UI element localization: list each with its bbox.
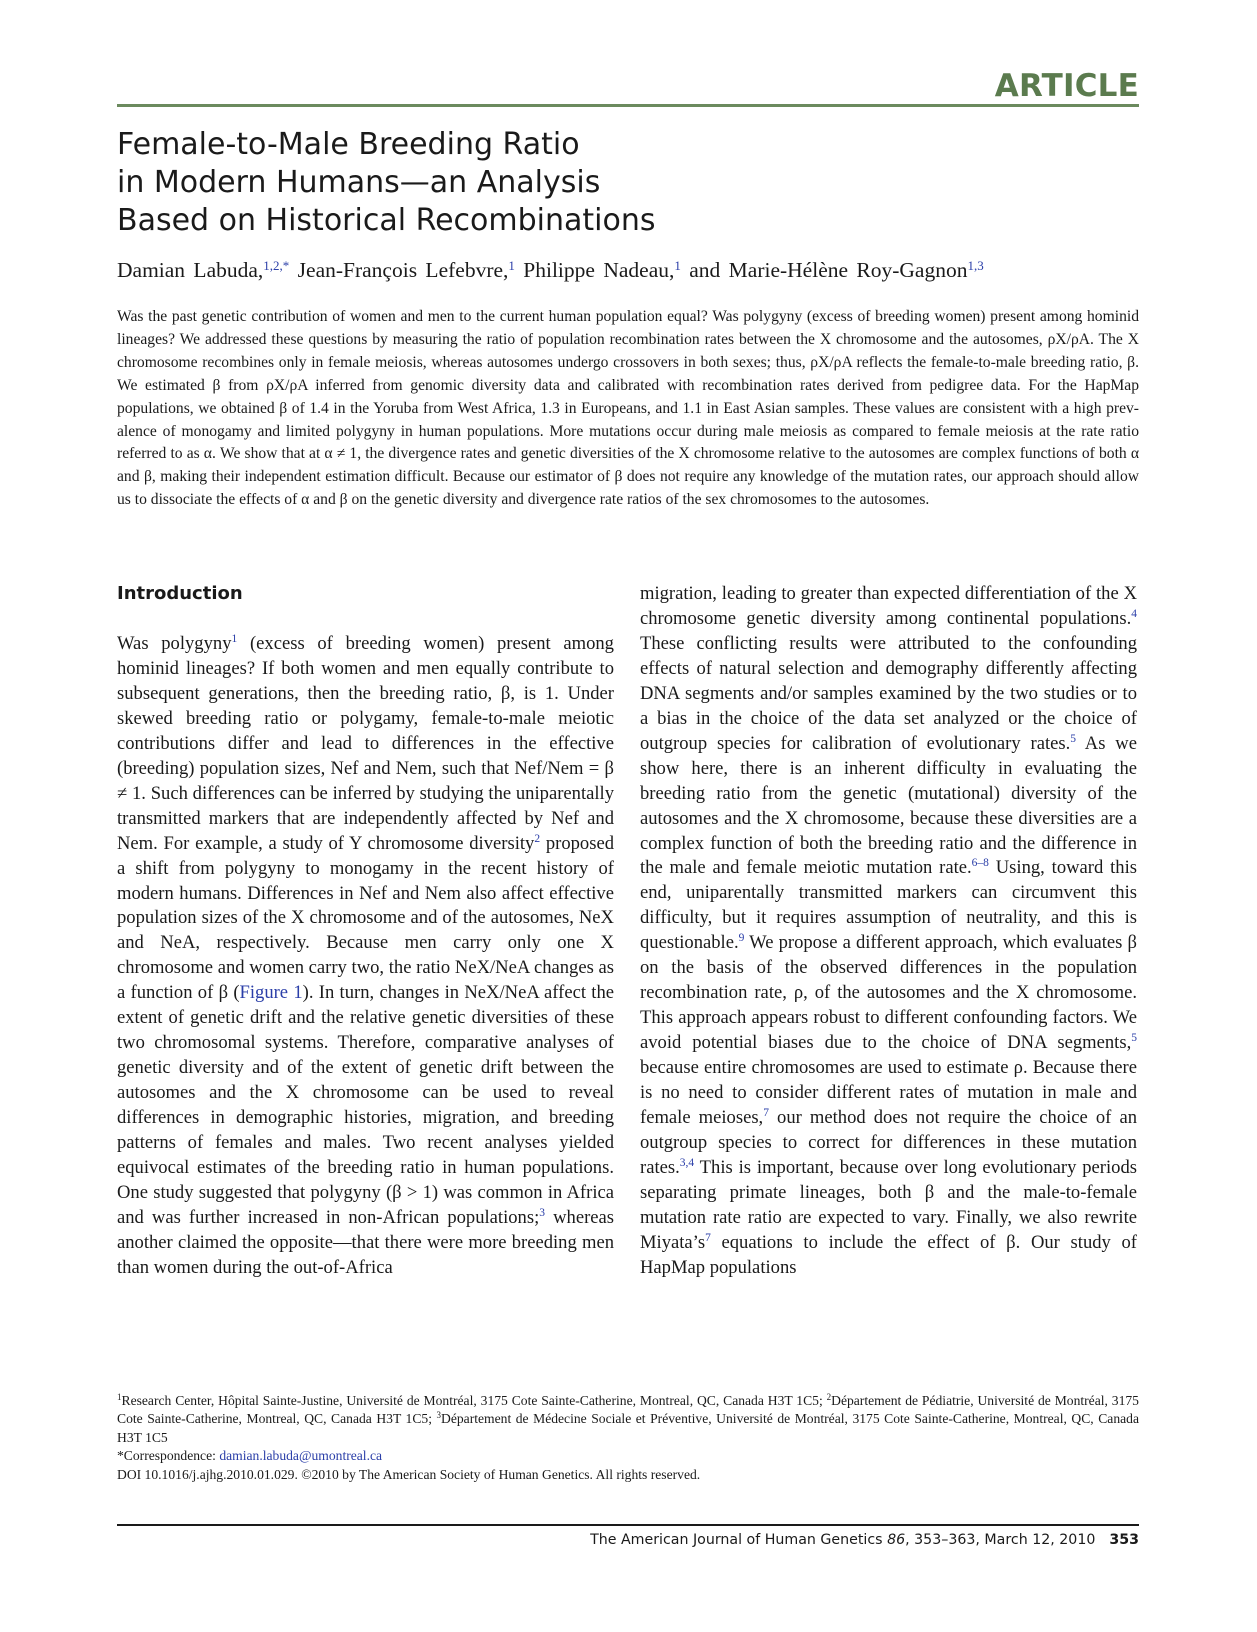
citation-link[interactable]: 3,4 [679,1156,695,1169]
body-text-run: migration, leading to greater than expected differentiation of the X chromosome genetic diversity among continental populations. [640,583,1137,629]
body-text-run: whereas another claimed the opposite—that there were more breeding men than women during the out-of-Africa [117,1206,615,1278]
body-text-run: This is important, because over long evolutionary periods separating primate lineages, both β and the male-to-female mutation rate ratio are expected to vary. Finally, we also rewrite Miyata’s [640,1156,1137,1253]
body-text-run: These conflicting results were attributed to the confounding effects of natural selection and demography differently affecting DNA segments and/or samples examined by the two studies or to a bias in the choice of the data set analyzed or the choice of outgroup species for calibration of evolutionary rates. [640,632,1137,754]
author-connector: and [689,258,721,282]
title-line-3: Based on Historical Recombinations [117,203,656,238]
citation-link[interactable]: 7 [763,1107,769,1120]
journal-pages-date: , 353–363, March 12, 2010 [905,1532,1096,1548]
left-column [117,582,614,1281]
citation-link[interactable]: 3 [539,1206,546,1219]
header-rule [117,104,1139,107]
correspondence-label: *Correspondence: [117,1448,220,1464]
citation-link[interactable]: 2 [534,832,541,845]
journal-name: The American Journal of Human Genetics [590,1532,888,1548]
author-affiliation[interactable]: 1 [508,258,515,273]
citation-link[interactable]: 7 [705,1231,711,1244]
doi-line: DOI 10.1016/j.ajhg.2010.01.029. ©2010 by The American Society of Human Genetics. All rights reserved. [117,1466,701,1482]
body-text-run: As we show here, there is an inherent difficulty in evaluating the breeding ratio from the genetic (mutational) diversity of the autosomes and the X chromosome, because these diversities are a complex function of both the breeding ratio and the difference in the male and female meiotic mutation rate. [640,732,1137,879]
body-text-run: equations to include the effect of β. Our study of HapMap populations [640,1231,1137,1278]
body-text-run: because entire chromosomes are used to estimate ρ. Because there is no need to consider different rates of mutation in male and female meioses, [640,1057,1137,1129]
article-type-label: ARTICLE [994,68,1139,104]
journal-citation [590,1532,1139,1548]
author-affiliation[interactable]: 1,2,* [263,258,290,273]
citation-link[interactable]: 9 [738,932,745,945]
body-text-run: ). In turn, changes in NeX/NeA affect the extent of genetic drift and the relative genetic diversities of these two chromosomal systems. Therefore, comparative analyses of genetic diversity and of the extent of genetic drift between the autosomes and the X chromosome can be used to reveal differences in demographic histories, migration, and breeding patterns of females and males. Two recent analyses yielded equivocal estimates of the breeding ratio in human populations. One study suggested that polygyny (β > 1) was common in Africa and was further increased in non-African populations; [117,982,614,1228]
citation-link[interactable]: 5 [1070,732,1076,745]
title-line-2: in Modern Humans—an Analysis [117,165,601,200]
journal-volume: 86 [887,1532,906,1548]
author-name: Philippe Nadeau, [523,258,675,282]
correspondence [117,1447,1139,1465]
affiliations [117,1392,1139,1447]
body-text-run: our method does not require the choice of an outgroup species to correct for differences in these mutation rates. [640,1107,1137,1178]
correspondence-email-link[interactable]: damian.labuda@umontreal.ca [219,1448,383,1464]
footer-rule [117,1524,1139,1526]
affiliation-text: Département de Pédiatrie, Université de Montréal, 3175 Cote Sainte-Catherine, Montreal, QC, Canada H3T 1C5; [117,1393,1139,1427]
citation-link[interactable]: 4 [1131,607,1137,620]
citation-link[interactable]: 1 [231,633,238,645]
affiliation-marker: 1 [117,1392,122,1402]
affiliation-marker: 3 [436,1410,442,1421]
affiliation-text: Research Center, Hôpital Sainte-Justine, Université de Montréal, 3175 Cote Sainte-Catherine, Montreal, QC, Canada H3T 1C5; [121,1393,827,1408]
body-text-run: We propose a different approach, which evaluates β on the basis of the observed differences in the population recombination rate, ρ, of the autosomes and the X chromosome. This approach appears robust to different confounding factors. We avoid potential biases due to the choice of DNA segments, [640,932,1137,1054]
affiliation-text: Département de Médecine Sociale et Préventive, Université de Montréal, 3175 Cote Sainte-Catherine, Montreal, QC, Canada H3T 1C5 [117,1411,1139,1445]
body-text-run: Was polygyny [117,633,232,654]
citation-link[interactable]: 5 [1131,1032,1137,1045]
abstract: Was the past genetic contribution of women and men to the current human population equal? Was polygyny (excess of breeding women) present among hominid lineages? We addressed these questions by measuring the ratio of population recombination rates between the X chromosome and the autosomes, ρX/ρA. The X chromosome recombines only in female meiosis, whereas autosomes undergo crossovers in both sexes; thus, ρX/ρA reflects the female-to-male breeding ratio, β. We estimated β from ρX/ρA inferred from genomic diversity data and calibrated with recombination rates derived from pedigree data. For the HapMap populations, we obtained β of 1.4 in the Yoruba from West Africa, 1.3 in Europeans, and 1.1 in East Asian samples. These values are consistent with a high prevalence of monogamy and limited polygyny in human populations. More mutations occur during male meiosis as compared to female meiosis at the rate ratio referred to as α. We show that at α ≠ 1, the divergence rates and genetic diversities of the X chromosome relative to the autosomes are complex functions of both α and β, making their independent estimation difficult. Because our estimator of β does not require any knowledge of the mutation rates, our approach should allow us to dissociate the effects of α and β on the genetic diversity and divergence rate ratios of the sex chromosomes to the autosomes. [117,308,1139,509]
figure-1-link[interactable]: Figure 1 [239,982,303,1004]
author-name: Marie-Hélène Roy-Gagnon [728,258,968,282]
footnotes [117,1392,1139,1484]
title-line-1: Female-to-Male Breeding Ratio [117,127,580,162]
article-title [117,126,817,240]
right-column [640,582,1137,1281]
body-text-run: Using, toward this end, uniparentally transmitted markers can circumvent this difficulty, but it requires assumption of neutrality, and this is questionable. [640,857,1137,954]
author-name: Damian Labuda, [117,258,264,282]
section-heading-introduction: Introduction [117,583,243,604]
introduction-paragraph-right [640,582,1137,1281]
author-affiliation[interactable]: 1,3 [967,258,984,273]
page-number: 353 [1109,1532,1139,1548]
introduction-paragraph-left [117,632,614,1281]
author-name: Jean-François Lefebvre, [297,258,509,282]
body-text-run: proposed a shift from polygyny to monogamy in the recent history of modern humans. Differences in Nef and Nem also affect effective population sizes of the X chromosome and of the autosomes, NeX and NeA, respectively. Because men carry only one X chromosome and women carry two, the ratio NeX/NeA changes as a function of β ( [117,832,614,1004]
author-affiliation[interactable]: 1 [674,258,681,273]
affiliation-marker: 2 [826,1392,832,1402]
body-text-run: (excess of breeding women) present among hominid lineages? If both women and men equally contribute to subsequent generations, then the breeding ratio, β, is 1. Under skewed breeding ratio or polygamy, female-to-male meiotic contributions differ and lead to differences in the effective (breeding) population sizes, Nef and Nem, such that Nef/Nem = β ≠ 1. Such differences can be inferred by studying the uniparentally transmitted markers that are independently affected by Nef and Nem. For example, a study of Y chromosome diversity [117,633,614,854]
citation-link[interactable]: 6–8 [971,857,989,870]
author-list [117,258,1147,283]
